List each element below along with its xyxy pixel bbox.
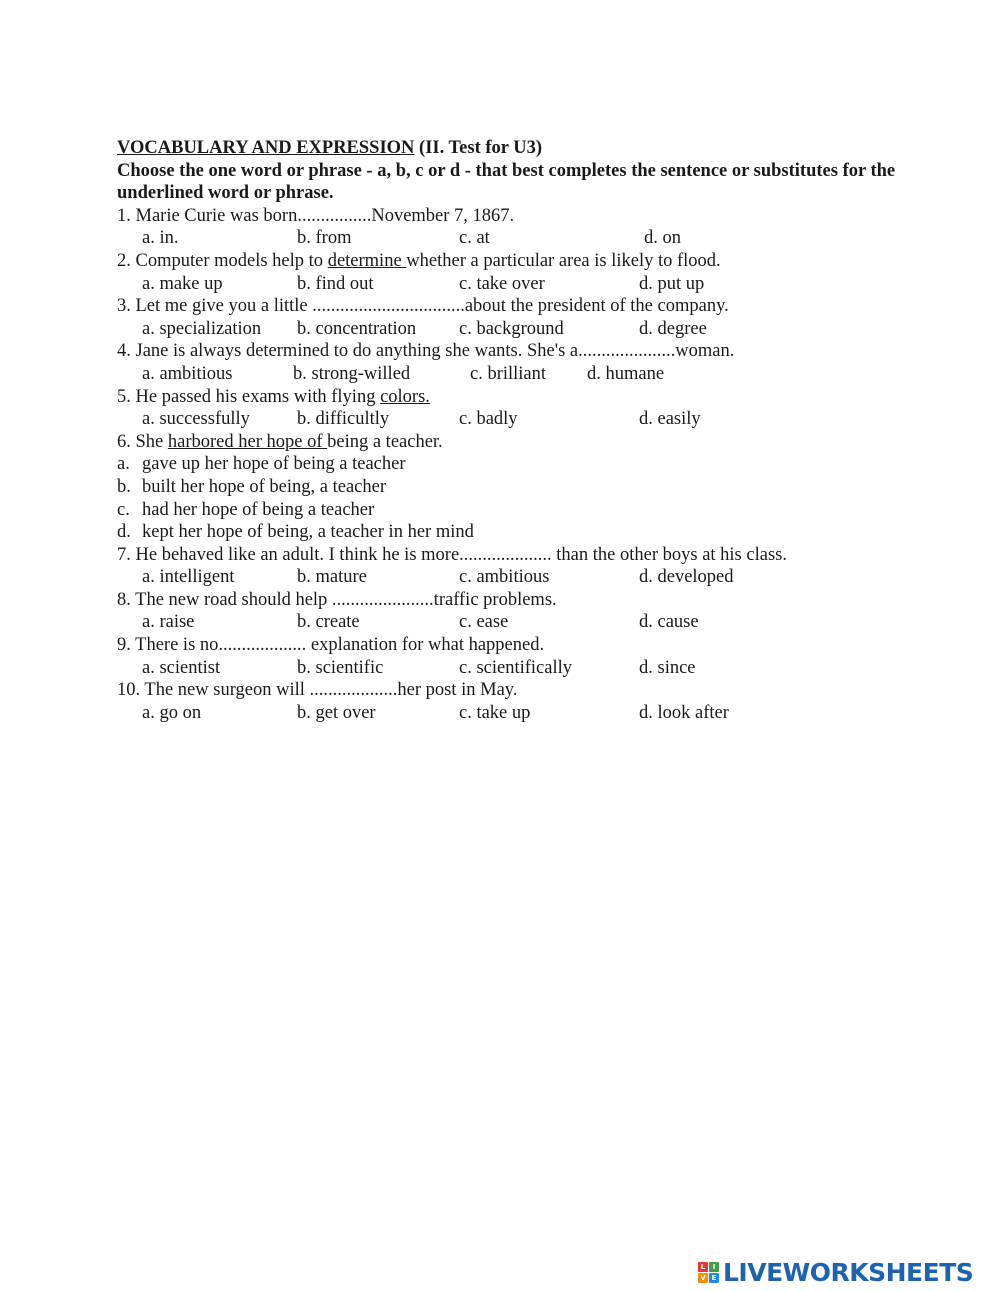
instructions: Choose the one word or phrase - a, b, c or d - that best completes the sentence or substitutes for the underlined word or phrase. [117, 160, 896, 204]
question-8-options [117, 611, 977, 634]
option-text: kept her hope of being, a teacher in her mind [142, 522, 474, 543]
option-b[interactable]: b. concentration [297, 318, 417, 339]
option-b[interactable]: b. mature [297, 567, 367, 588]
question-6-option-d[interactable] [117, 521, 977, 544]
question-9: 9. There is no................... explanation for what happened. [117, 635, 545, 656]
option-text: gave up her hope of being a teacher [142, 454, 406, 475]
option-b[interactable]: b. create [297, 612, 360, 633]
logo-block-v: V [698, 1273, 708, 1283]
question-9-options [117, 657, 977, 680]
logo-block-e: E [709, 1273, 719, 1283]
question-6-before: 6. She [117, 431, 168, 452]
question-4-options [117, 363, 977, 386]
option-b[interactable]: b. get over [297, 702, 376, 723]
option-d[interactable]: d. humane [587, 363, 665, 384]
option-letter: d. [117, 522, 131, 543]
option-a[interactable]: a. make up [142, 273, 223, 294]
option-d[interactable]: d. developed [639, 567, 734, 588]
question-5-before: 5. He passed his exams with flying [117, 386, 381, 407]
option-letter: c. [117, 499, 130, 520]
question-6-underlined: harbored her hope of [167, 431, 328, 452]
option-d[interactable]: d. put up [639, 273, 705, 294]
question-3-options [117, 318, 977, 341]
logo-block-i: I [709, 1262, 719, 1272]
question-2-options [117, 273, 977, 296]
option-letter: b. [117, 476, 131, 497]
option-c[interactable]: c. take over [459, 273, 545, 294]
option-a[interactable]: a. raise [142, 612, 195, 633]
option-a[interactable]: a. ambitious [142, 363, 233, 384]
question-6-option-c[interactable] [117, 499, 977, 522]
option-c[interactable]: c. take up [459, 702, 531, 723]
question-1: 1. Marie Curie was born................November 7, 1867. [117, 205, 515, 226]
title-subtitle: (II. Test for U3) [414, 138, 543, 158]
question-10-options [117, 702, 977, 725]
liveworksheets-logo[interactable] [698, 1257, 973, 1287]
question-6-option-b[interactable] [117, 476, 977, 499]
option-c[interactable]: c. background [459, 318, 564, 339]
logo-icon [698, 1262, 719, 1283]
question-7: 7. He behaved like an adult. I think he is more.................... than the other boys at his class. [117, 544, 787, 565]
question-6 [117, 431, 977, 454]
option-letter: a. [117, 454, 130, 475]
option-a[interactable]: a. intelligent [142, 567, 235, 588]
worksheet-title [117, 137, 977, 160]
option-c[interactable]: c. ambitious [459, 567, 550, 588]
question-2-underlined: determine [327, 250, 407, 271]
question-2 [117, 250, 977, 273]
option-text: had her hope of being a teacher [142, 499, 375, 520]
option-d[interactable]: d. easily [639, 409, 701, 430]
question-2-after: whether a particular area is likely to flood. [406, 250, 721, 271]
logo-block-l: L [698, 1262, 708, 1272]
option-b[interactable]: b. strong-willed [293, 363, 411, 384]
option-a[interactable]: a. go on [142, 702, 202, 723]
option-d[interactable]: d. look after [639, 702, 729, 723]
option-b[interactable]: b. find out [297, 273, 374, 294]
option-b[interactable]: b. from [297, 228, 352, 249]
option-text: built her hope of being, a teacher [142, 476, 386, 497]
option-a[interactable]: a. specialization [142, 318, 262, 339]
question-6-option-a[interactable] [117, 453, 977, 476]
option-c[interactable]: c. scientifically [459, 657, 573, 678]
option-c[interactable]: c. badly [459, 409, 518, 430]
option-a[interactable]: a. successfully [142, 409, 250, 430]
question-5-options [117, 408, 977, 431]
option-a[interactable]: a. scientist [142, 657, 221, 678]
question-2-before: 2. Computer models help to [117, 250, 328, 271]
option-b[interactable]: b. difficultly [297, 409, 390, 430]
question-7-options [117, 566, 977, 589]
question-6-after: being a teacher. [327, 431, 443, 452]
question-10: 10. The new surgeon will ...................her post in May. [117, 680, 518, 701]
worksheet-content [117, 137, 977, 724]
question-8: 8. The new road should help ......................traffic problems. [117, 589, 557, 610]
question-3: 3. Let me give you a little .................................about the president of the company. [117, 296, 729, 317]
option-d[interactable]: d. degree [639, 318, 707, 339]
option-b[interactable]: b. scientific [297, 657, 384, 678]
question-4: 4. Jane is always determined to do anything she wants. She's a.....................woman. [117, 341, 735, 362]
option-c[interactable]: c. brilliant [470, 363, 547, 384]
title-main: VOCABULARY AND EXPRESSION [117, 138, 415, 158]
question-1-options [117, 227, 977, 250]
logo-text: LIVEWORKSHEETS [723, 1257, 974, 1287]
question-5 [117, 386, 977, 409]
option-c[interactable]: c. at [459, 228, 490, 249]
option-d[interactable]: d. cause [639, 612, 699, 633]
option-c[interactable]: c. ease [459, 612, 509, 633]
question-5-underlined: colors. [380, 386, 430, 407]
option-a[interactable]: a. in. [142, 228, 179, 249]
option-d[interactable]: d. on [644, 228, 681, 249]
option-d[interactable]: d. since [639, 657, 696, 678]
